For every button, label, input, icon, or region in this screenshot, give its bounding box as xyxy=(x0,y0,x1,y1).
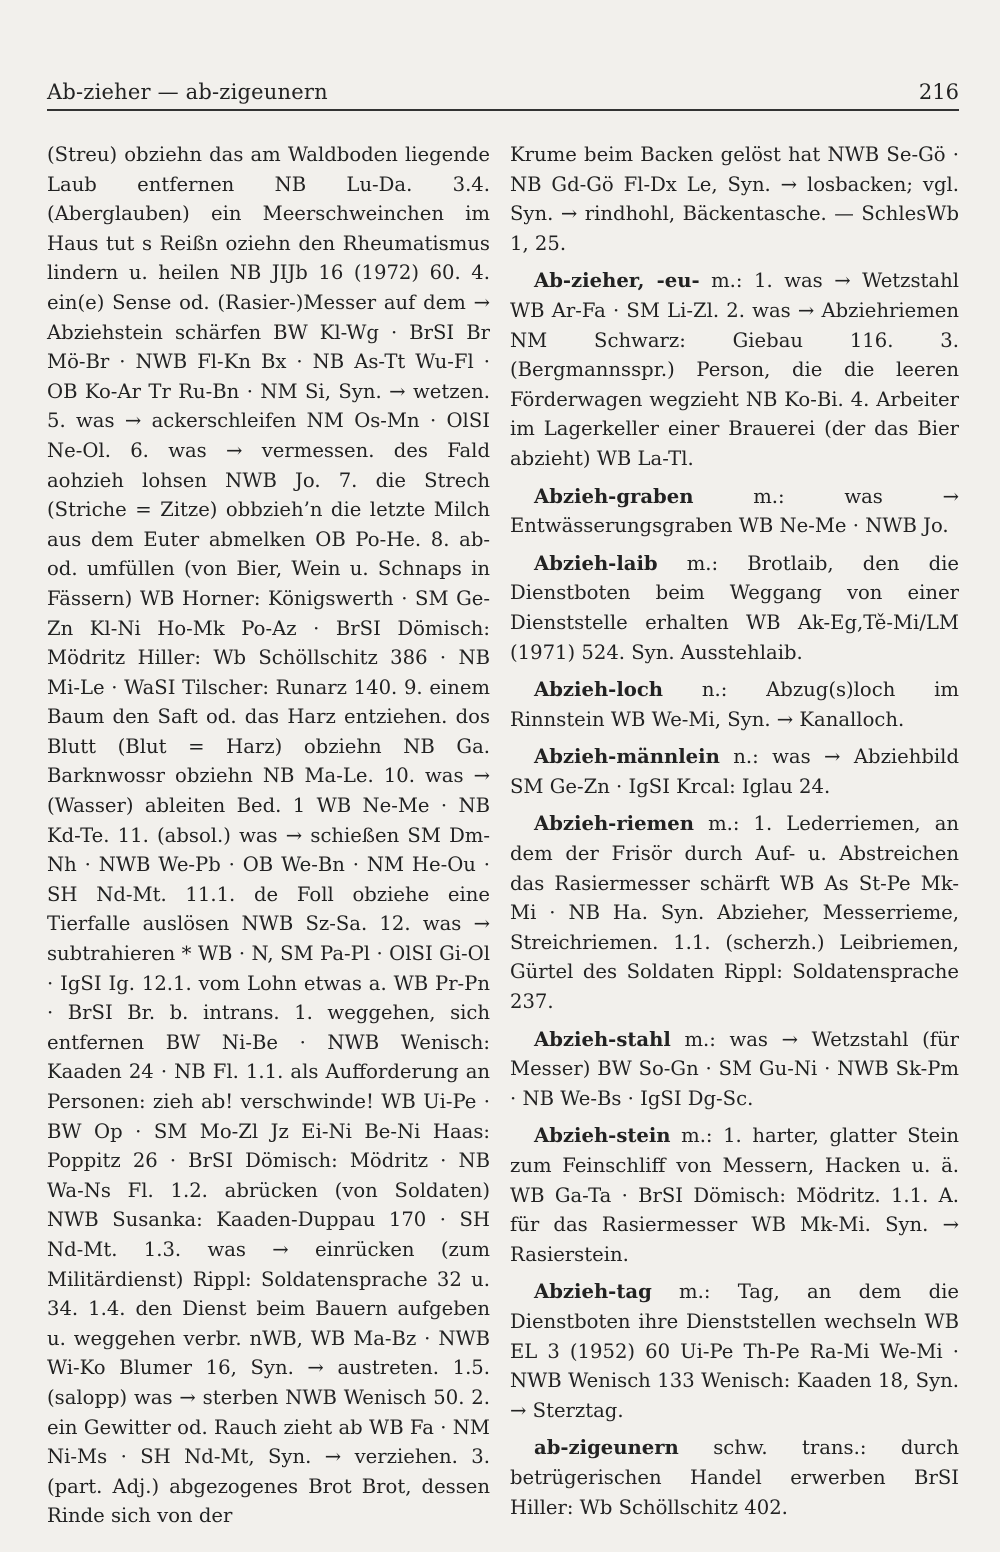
dictionary-entry xyxy=(510,482,959,541)
dictionary-entry xyxy=(510,1433,959,1522)
entry-body: n.: was → Abziehbild SM Ge-Zn · IgSI Krcal: Iglau 24. xyxy=(510,745,959,798)
dictionary-entry xyxy=(510,809,959,1016)
headword: ab-zigeunern xyxy=(534,1436,679,1460)
dictionary-entry xyxy=(510,1277,959,1425)
headword: Abzieh-laib xyxy=(534,551,658,575)
right-column xyxy=(510,140,959,1522)
headword: Abzieh-stein xyxy=(534,1124,671,1148)
dictionary-entry xyxy=(510,1025,959,1114)
dictionary-entry xyxy=(510,549,959,667)
entry-continuation: Krume beim Backen gelöst hat NWB Se-Gö · NB Gd-Gö Fl-Dx Le, Syn. → losbacken; vgl. Syn. → rindhohl, Bäckentasche. — SchlesWb 1, 25. xyxy=(510,143,959,255)
dictionary-entry xyxy=(510,742,959,801)
entry-body: m.: 1. harter, glatter Stein zum Feinschliff von Messern, Hacken u. ä. WB Ga-Ta · BrSI Dömisch: Mödritz. 1.1. A. für das Rasiermesser WB Mk-Mi. Syn. → Rasierstein. xyxy=(510,1124,959,1266)
dictionary-entry xyxy=(510,1121,959,1269)
entry-body: m.: was → Entwässerungsgraben WB Ne-Me · NWB Jo. xyxy=(510,484,959,538)
entry-body: m.: Brotlaib, den die Dienstboten beim Weggang von einer Dienststelle erhalten WB Ak-Eg,Tě-Mi/LM (1971) 524. Syn. Ausstehlaib. xyxy=(510,551,959,664)
entry-continuation: (Streu) obziehn das am Waldboden liegende Laub entfernen NB Lu-Da. 3.4. (Aberglauben) ein Meerschweinchen im Haus tut s Reißn oziehn den Rheumatismus lindern u. heilen NB JIJb 16 (1972) 60. 4. ein(e) Sense od. (Rasier-)Messer auf dem → Abziehstein schärfen BW Kl-Wg · BrSI Br Mö-Br · NWB Fl-Kn Bx · NB As-Tt Wu-Fl · OB Ko-Ar Tr Ru-Bn · NM Si, Syn. → wetzen. 5. was → ackerschleifen NM Os-Mn · OlSI Ne-Ol. 6. was → vermessen. des Fald aohzieh lohsen NWB Jo. 7. die Strech (Striche = Zitze) obbzieh’n die letzte Milch aus dem Euter abmelken OB Po-He. 8. ab- od. umfüllen (von Bier, Wein u. Schnaps in Fässern) WB Horner: Königswerth · SM Ge-Zn Kl-Ni Ho-Mk Po-Az · BrSI Dömisch: Mödritz Hiller: Wb Schöllschitz 386 · NB Mi-Le · WaSI Tilscher: Runarz 140. 9. einem Baum den Saft od. das Harz entziehen. dos Blutt (Blut = Harz) obziehn NB Ga. Barknwossr obziehn NB Ma-Le. 10. was → (Wasser) ableiten Bed. 1 WB Ne-Me · NB Kd-Te. 11. (absol.) was → schießen SM Dm-Nh · NWB We-Pb · OB We-Bn · NM He-Ou · SH Nd-Mt. 11.1. de Foll obziehe eine Tierfalle auslösen NWB Sz-Sa. 12. was → subtrahieren * WB · N, SM Pa-Pl · OlSI Gi-Ol · IgSI Ig. 12.1. vom Lohn etwas a. WB Pr-Pn · BrSI Br. b. intrans. 1. weggehen, sich entfernen BW Ni-Be · NWB Wenisch: Kaaden 24 · NB Fl. 1.1. als Aufforderung an Personen: zieh ab! verschwinde! WB Ui-Pe · BW Op · SM Mo-Zl Jz Ei-Ni Be-Ni Haas: Poppitz 26 · BrSI Dömisch: Mödritz · NB Wa-Ns Fl. 1.2. abrücken (von Soldaten) NWB Susanka: Kaaden-Duppau 170 · SH Nd-Mt. 1.3. was → einrücken (zum Militärdienst) Rippl: Soldatensprache 32 u. 34. 1.4. den Dienst beim Bauern aufgeben u. weggehen verbr. nWB, WB Ma-Bz · NWB Wi-Ko Blumer 16, Syn. → austreten. 1.5. (salopp) was → sterben NWB Wenisch 50. 2. ein Gewitter od. Rauch zieht ab WB Fa · NM Ni-Ms · SH Nd-Mt, Syn. → verziehen. 3. (part. Adj.) abgezogenes Brot Brot, dessen Rinde sich von der xyxy=(47,143,490,1528)
running-title: Ab-zieher — ab-zigeunern xyxy=(47,80,328,104)
headword: Ab-zieher, -eu- xyxy=(534,269,700,293)
headword: Abzieh-männlein xyxy=(534,745,720,769)
dictionary-entry xyxy=(510,266,959,473)
entry-body: m.: was → Wetzstahl (für Messer) BW So-Gn · SM Gu-Ni · NWB Sk-Pm · NB We-Bs · IgSI Dg-Sc. xyxy=(510,1027,959,1110)
entry-body: m.: 1. was → Wetzstahl WB Ar-Fa · SM Li-Zl. 2. was → Abziehriemen NM Schwarz: Giebau 116. 3. (Bergmannsspr.) Person, die die leeren Förderwagen wegzieht NB Ko-Bi. 4. Arbeiter im Lagerkeller einer Brauerei (der das Bier abzieht) WB La-Tl. xyxy=(510,269,959,470)
left-column xyxy=(47,140,490,1531)
page-number: 216 xyxy=(918,80,959,104)
headword: Abzieh-loch xyxy=(534,678,664,702)
headword: Abzieh-tag xyxy=(534,1280,652,1304)
headword: Abzieh-graben xyxy=(534,484,694,508)
entry-body: m.: 1. Lederriemen, an dem der Frisör durch Auf- u. Abstreichen das Rasiermesser schärft WB As St-Pe Mk-Mi · NB Ha. Syn. Abzieher, Messerrieme, Streichriemen. 1.1. (scherzh.) Leibriemen, Gürtel des Soldaten Rippl: Soldatensprache 237. xyxy=(510,812,959,1014)
headword: Abzieh-riemen xyxy=(534,812,694,836)
header-rule xyxy=(47,109,959,111)
dictionary-entry xyxy=(510,675,959,734)
headword: Abzieh-stahl xyxy=(534,1027,671,1051)
entry-body: n.: Abzug(s)loch im Rinnstein WB We-Mi, Syn. → Kanalloch. xyxy=(510,678,959,731)
entry-body: schw. trans.: durch betrügerischen Handel erwerben BrSI Hiller: Wb Schöllschitz 402. xyxy=(510,1436,960,1519)
entry-body: m.: Tag, an dem die Dienstboten ihre Dienststellen wechseln WB EL 3 (1952) 60 Ui-Pe Th-Pe Ra-Mi We-Mi · NWB Wenisch 133 Wenisch: Kaaden 18, Syn. → Sterztag. xyxy=(510,1280,959,1422)
page-header xyxy=(47,78,959,112)
